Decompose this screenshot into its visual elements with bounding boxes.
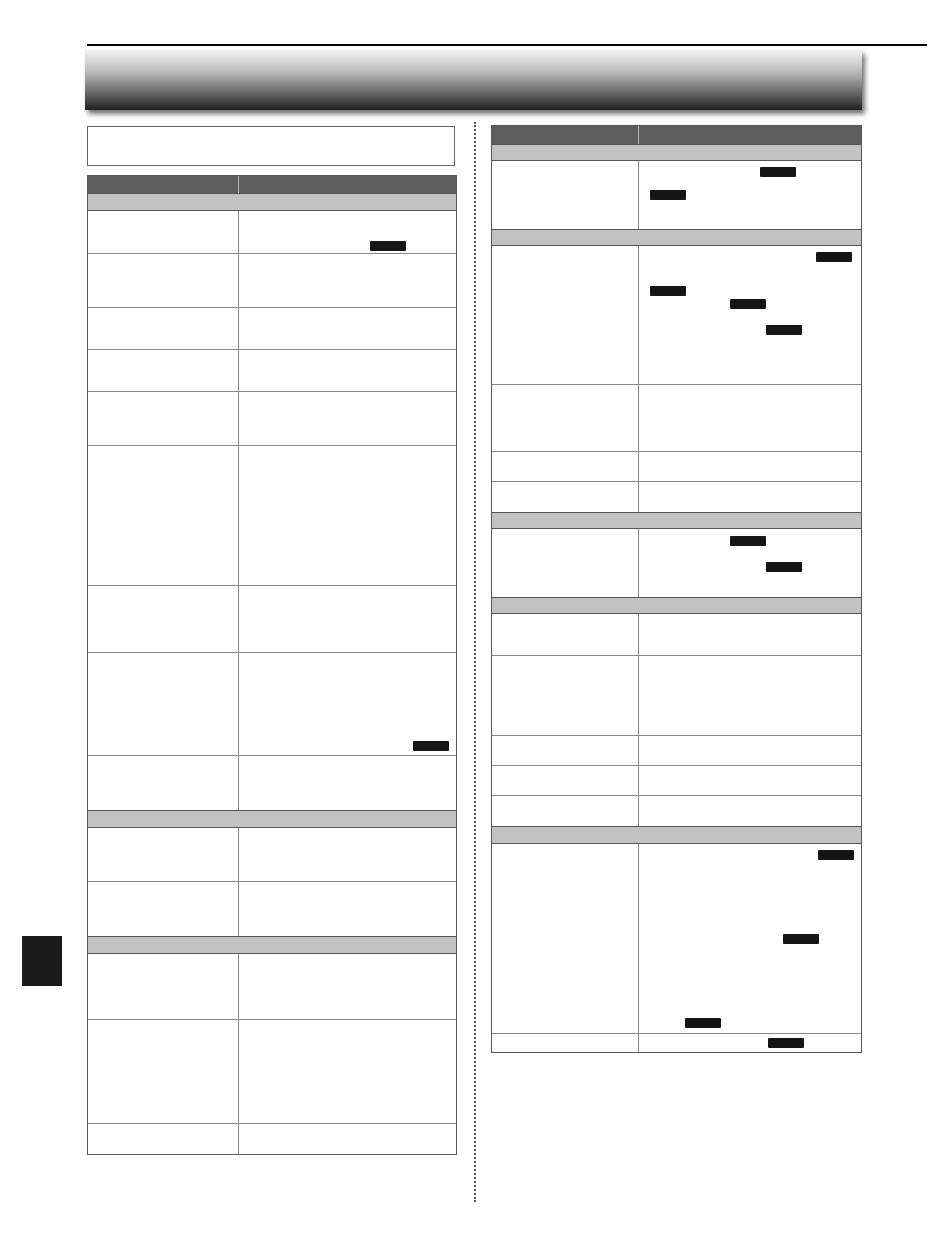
button-badge-icon xyxy=(768,1038,804,1048)
column-divider xyxy=(474,122,476,1202)
table-row xyxy=(88,1124,456,1154)
left-section-heading xyxy=(88,936,456,954)
table-row xyxy=(88,1020,456,1124)
button-badge-icon xyxy=(650,190,686,200)
button-badge-icon xyxy=(766,325,802,335)
right-section-heading xyxy=(492,512,861,529)
table-row xyxy=(492,1034,861,1052)
table-row xyxy=(88,392,456,446)
left-settings-table xyxy=(87,175,457,1155)
right-section-heading xyxy=(492,597,861,614)
table-row xyxy=(88,828,456,882)
left-header-col2 xyxy=(238,176,239,193)
left-section-heading xyxy=(88,810,456,828)
table-row xyxy=(88,954,456,1020)
button-badge-icon xyxy=(783,934,819,944)
right-section-heading xyxy=(492,826,861,844)
chapter-banner xyxy=(85,50,862,110)
right-header-col2 xyxy=(638,126,639,144)
right-section-heading xyxy=(492,144,861,161)
table-row xyxy=(88,586,456,653)
table-row xyxy=(492,736,861,766)
button-badge-icon xyxy=(685,1018,721,1028)
button-badge-icon xyxy=(650,286,686,296)
button-badge-icon xyxy=(760,167,796,177)
table-row xyxy=(492,766,861,796)
button-badge-icon xyxy=(766,562,802,572)
right-section-heading xyxy=(492,229,861,246)
table-row xyxy=(492,656,861,736)
table-row xyxy=(492,482,861,512)
table-row xyxy=(492,246,861,385)
table-row xyxy=(492,161,861,229)
chapter-side-tab xyxy=(22,936,62,986)
table-row xyxy=(492,844,861,1034)
table-row xyxy=(492,452,861,482)
table-row xyxy=(88,446,456,586)
button-badge-icon xyxy=(816,252,852,262)
button-badge-icon xyxy=(730,536,766,546)
button-badge-icon xyxy=(818,850,854,860)
table-row xyxy=(88,350,456,392)
intro-note-box xyxy=(87,126,455,166)
left-section-heading xyxy=(88,193,456,211)
right-settings-table xyxy=(491,125,862,1053)
table-row xyxy=(492,529,861,597)
button-badge-icon xyxy=(370,241,406,251)
button-badge-icon xyxy=(413,741,449,751)
table-row xyxy=(492,796,861,826)
table-row xyxy=(492,614,861,656)
table-row xyxy=(88,211,456,254)
table-row xyxy=(492,385,861,452)
table-row xyxy=(88,254,456,308)
top-rule xyxy=(87,44,927,46)
button-badge-icon xyxy=(730,299,766,309)
table-row xyxy=(88,882,456,936)
table-row xyxy=(88,308,456,350)
table-row xyxy=(88,653,456,756)
left-table-header xyxy=(88,176,456,193)
right-table-header xyxy=(492,126,861,144)
table-row xyxy=(88,756,456,810)
